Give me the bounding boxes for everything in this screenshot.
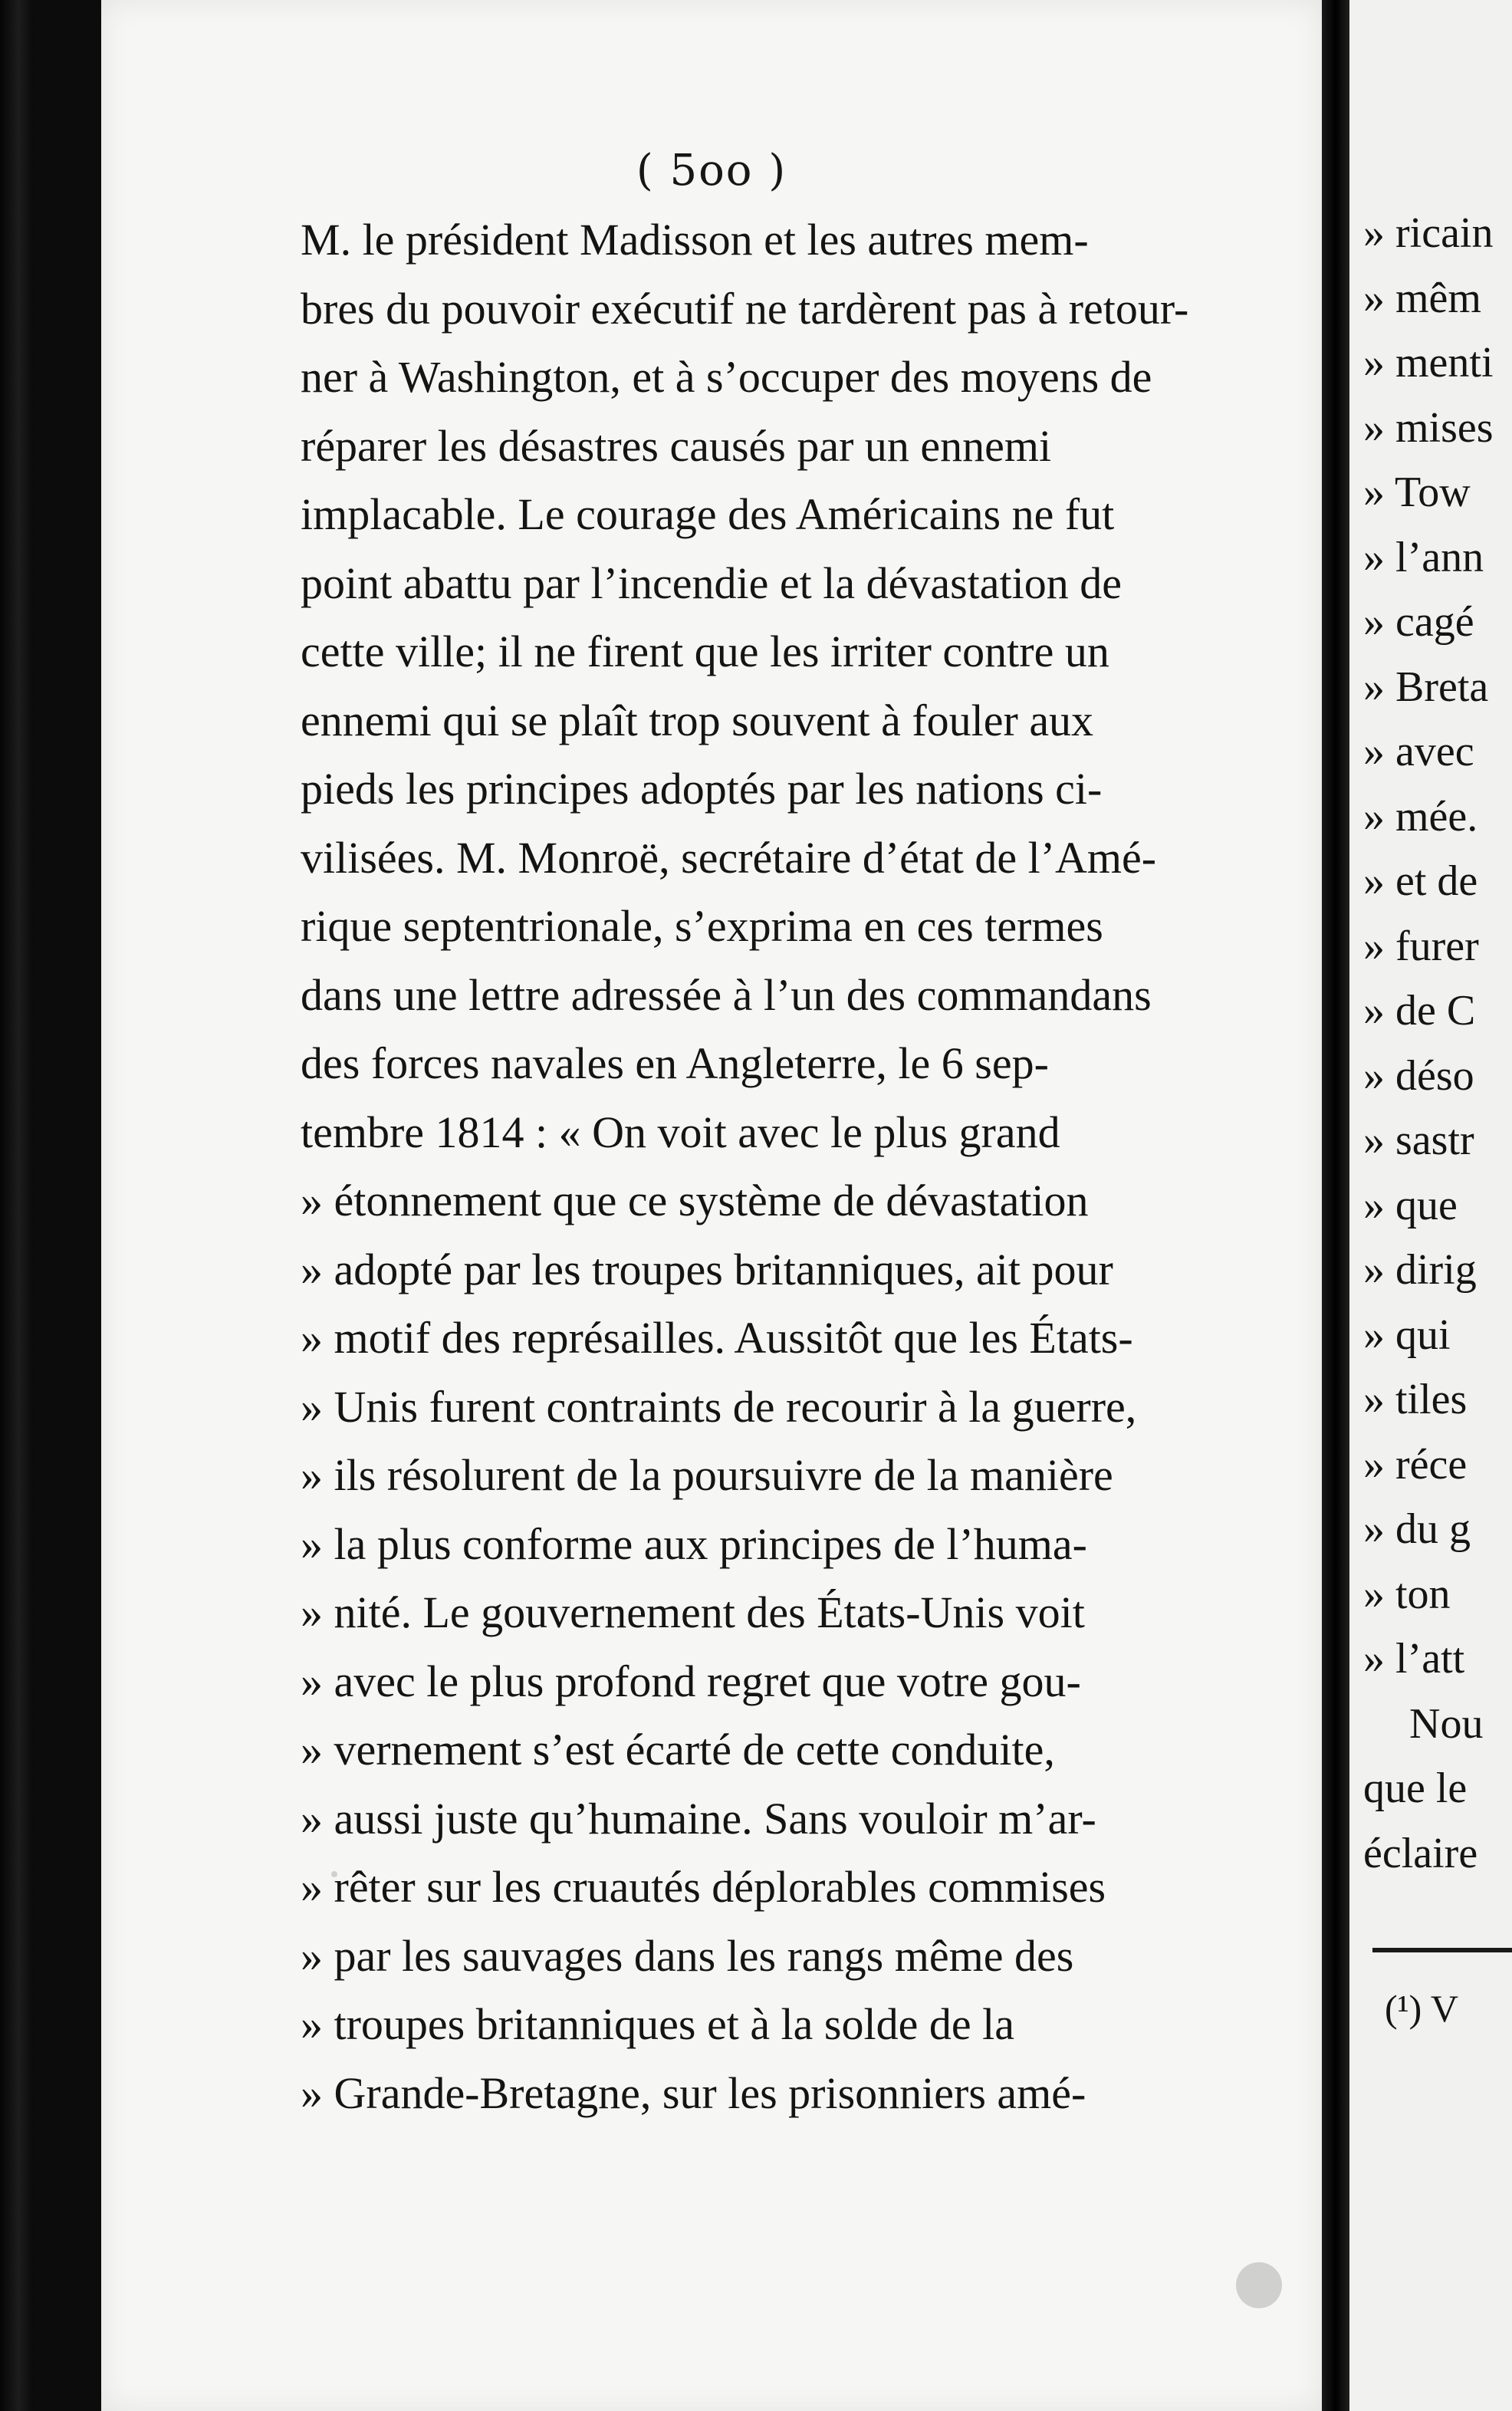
text-line: pieds les principes adoptés par les nations ci-: [301, 764, 1103, 814]
paper-speck: [1236, 2262, 1282, 2308]
facing-page-text: [1363, 201, 1494, 1886]
facing-text-line: Nou: [1409, 1699, 1484, 1748]
text-line: » Unis furent contraints de recourir à la guerre,: [301, 1381, 1137, 1432]
text-line: rique septentrionale, s’exprima en ces termes: [301, 901, 1103, 951]
text-line: » nité. Le gouvernement des États-Unis voit: [301, 1587, 1085, 1637]
facing-text-line: » qui: [1363, 1311, 1451, 1359]
facing-text-line: » mée.: [1363, 792, 1478, 840]
facing-text-line: » tiles: [1363, 1376, 1468, 1423]
facing-text-line: » que: [1363, 1181, 1458, 1229]
facing-text-line: » ricain: [1363, 209, 1494, 257]
text-line: » motif des représailles. Aussitôt que les États-: [301, 1313, 1133, 1363]
paper-speck: [331, 1871, 337, 1877]
text-line: point abattu par l’incendie et la dévastation de: [301, 558, 1122, 608]
book-page: [101, 0, 1322, 2411]
facing-text-line: » du g: [1363, 1505, 1471, 1553]
facing-text-line: éclaire: [1363, 1829, 1478, 1877]
text-line: » vernement s’est écarté de cette conduite,: [301, 1725, 1055, 1775]
facing-text-line: » réce: [1363, 1440, 1468, 1488]
text-line: » avec le plus profond regret que votre gou-: [301, 1656, 1081, 1706]
text-line: » ils résolurent de la poursuivre de la manière: [301, 1450, 1113, 1500]
text-line: ennemi qui se plaît trop souvent à fouler aux: [301, 695, 1094, 745]
text-line: ner à Washington, et à s’occuper des moyens de: [301, 352, 1152, 402]
facing-text-line: » de C: [1363, 987, 1476, 1034]
text-line: » par les sauvages dans les rangs même des: [301, 1930, 1074, 1981]
page-body-text: [301, 206, 1374, 2127]
text-line: bres du pouvoir exécutif ne tardèrent pas à retour-: [301, 283, 1189, 334]
facing-text-line: » cagé: [1363, 598, 1474, 646]
facing-text-line: » déso: [1363, 1051, 1474, 1100]
text-line: M. le président Madisson et les autres mem-: [301, 215, 1089, 265]
facing-text-line: » Tow: [1363, 469, 1471, 516]
text-line: » aussi juste qu’humaine. Sans vouloir m’ar-: [301, 1793, 1096, 1844]
facing-text-line: » l’att: [1363, 1635, 1465, 1682]
paper-speck: [377, 798, 383, 803]
text-line: » rêter sur les cruautés déplorables commises: [301, 1862, 1106, 1912]
facing-footnote: (¹) V: [1385, 1987, 1458, 2030]
facing-text-line: que le: [1363, 1765, 1468, 1812]
text-line: » Grande-Bretagne, sur les prisonniers amé-: [301, 2067, 1086, 2118]
text-line: réparer les désastres causés par un ennemi: [301, 420, 1052, 471]
text-line: » la plus conforme aux principes de l’huma-: [301, 1518, 1087, 1569]
facing-text-line: » sastr: [1363, 1117, 1474, 1164]
text-line: cette ville; il ne firent que les irriter contre un: [301, 627, 1109, 676]
facing-page: [1349, 0, 1512, 2411]
facing-text-line: » et de: [1363, 857, 1478, 905]
facing-text-line: » mêm: [1363, 274, 1481, 322]
facing-text-line: » mises: [1363, 403, 1494, 452]
text-line: » adopté par les troupes britanniques, ait pour: [301, 1244, 1113, 1294]
facing-text-line: » l’ann: [1363, 533, 1484, 581]
text-line: » étonnement que ce système de dévastation: [301, 1176, 1089, 1225]
text-line: tembre 1814 : « On voit avec le plus grand: [301, 1107, 1060, 1157]
facing-text-line: » Breta: [1363, 663, 1489, 711]
book-edge: [0, 0, 34, 2411]
text-line: implacable. Le courage des Américains ne fut: [301, 489, 1115, 539]
text-line: dans une lettre adressée à l’un des commandans: [301, 969, 1152, 1020]
facing-text-line: » ton: [1363, 1570, 1451, 1618]
facing-text-line: » menti: [1363, 339, 1494, 386]
facing-text-line: » furer: [1363, 922, 1479, 970]
text-line: des forces navales en Angleterre, le 6 sep-: [301, 1038, 1049, 1088]
facing-text-line: » avec: [1363, 728, 1474, 775]
footnote-rule: [1372, 1948, 1512, 1952]
page-number: ( 5oo ): [636, 146, 787, 196]
text-line: vilisées. M. Monroë, secrétaire d’état de l’Amé-: [301, 832, 1157, 883]
text-line: » troupes britanniques et à la solde de la: [301, 1999, 1014, 2049]
facing-text-line: » dirig: [1363, 1246, 1477, 1294]
book-gutter: [1322, 0, 1349, 2411]
